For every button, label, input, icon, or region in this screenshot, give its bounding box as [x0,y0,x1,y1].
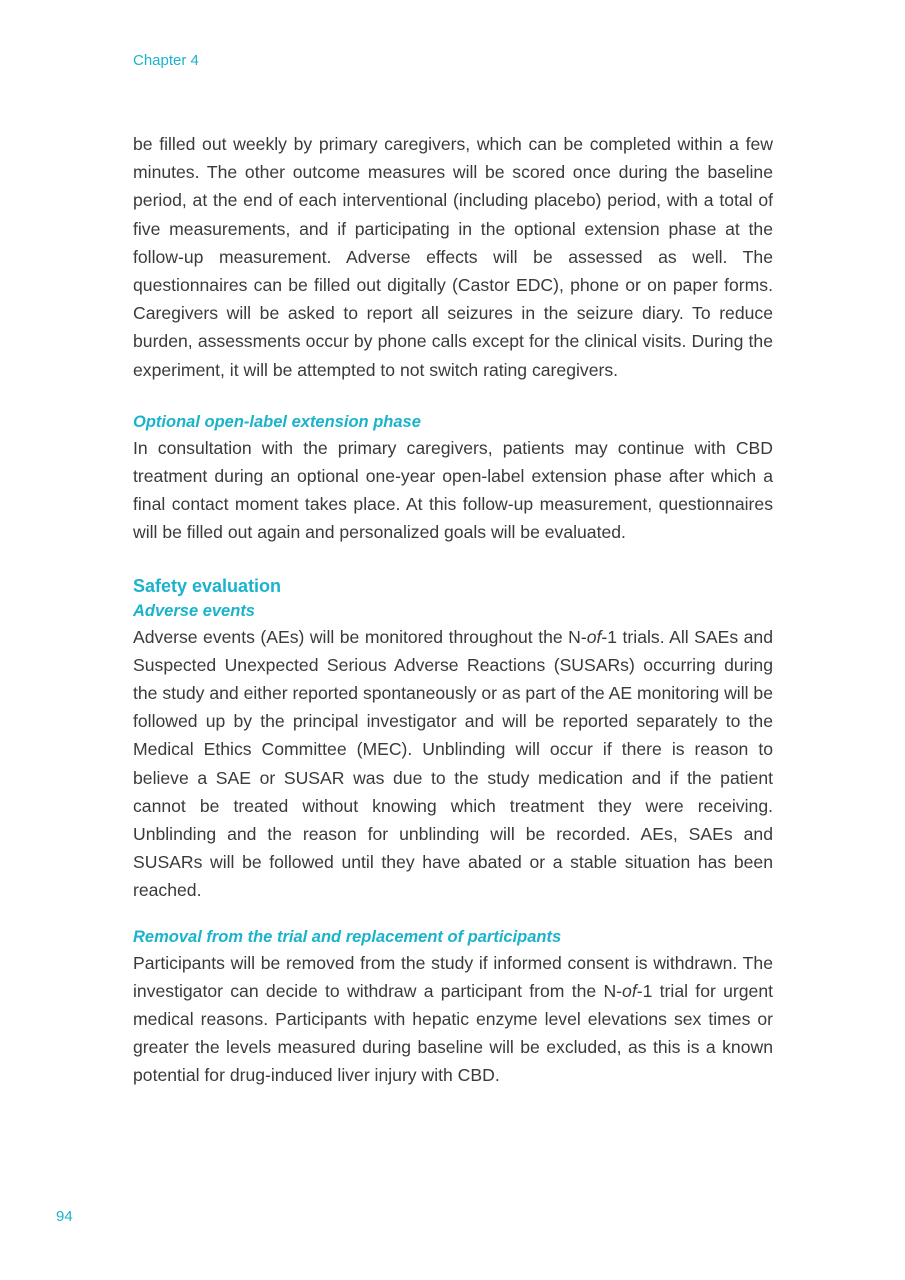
spacer [133,384,773,410]
intro-paragraph: be filled out weekly by primary caregivers, which can be completed within a few minutes. The other outcome measures will be scored once during the baseline period, at the end of each interventional (including placebo) period, with a total of five measurements, and if participating in the optional extension phase at the follow-up measurement. Adverse effects will be assessed as well. The questionnaires can be filled out digitally (Castor EDC), phone or on paper forms. Caregivers will be asked to report all seizures in the seizure diary. To reduce burden, assessments occur by phone calls except for the clinical visits. During the experiment, it will be attempted to not switch rating caregivers. [133,134,773,380]
extension-heading: Optional open-label extension phase [133,412,421,431]
removal-text-part-2: -1 trial for urgent medical reasons. Participants with hepatic enzyme level elevations sex times or greater the levels measured during baseline will be excluded, as this is a known potential for drug-induced liver injury with CBD. [133,980,774,1086]
removal-text-part-1: Participants will be removed from the study if informed consent is withdrawn. The investigator can decide to withdraw a participant from the N- [133,952,773,1001]
spacer [133,905,773,925]
safety-heading: Safety evaluation [133,575,282,596]
page-number: 94 [56,1208,73,1225]
adverse-text-part-1: Adverse events (AEs) will be monitored throughout the N- [133,626,587,647]
removal-paragraph [133,949,773,1090]
removal-of-italic: of [622,980,637,1001]
chapter-header: Chapter 4 [133,52,199,69]
adverse-text-part-2: -1 trials. All SAEs and Suspected Unexpected Serious Adverse Reactions (SUSARs) occurring during the study and either reported spontaneously or as part of the AE monitoring will be followed up by the principal investigator and will be reported separately to the Medical Ethics Committee (MEC). Unblinding will occur if there is reason to believe a SAE or SUSAR was due to the study medication and if the patient cannot be treated without knowing which treatment they were receiving. Unblinding and the reason for unblinding will be recorded. AEs, SAEs and SUSARs will be followed until they have abated or a stable situation has been reached. [133,626,774,901]
removal-heading: Removal from the trial and replacement of participants [133,927,562,946]
adverse-events-paragraph [133,623,773,905]
adverse-events-heading: Adverse events [133,601,255,620]
extension-paragraph: In consultation with the primary caregivers, patients may continue with CBD treatment during an optional one-year open-label extension phase after which a final contact moment takes place. At this follow-up measurement, questionnaires will be filled out again and personalized goals will be evaluated. [133,437,773,543]
spacer [133,547,773,573]
adverse-of-italic: of [586,626,602,647]
page-body [133,130,773,1090]
